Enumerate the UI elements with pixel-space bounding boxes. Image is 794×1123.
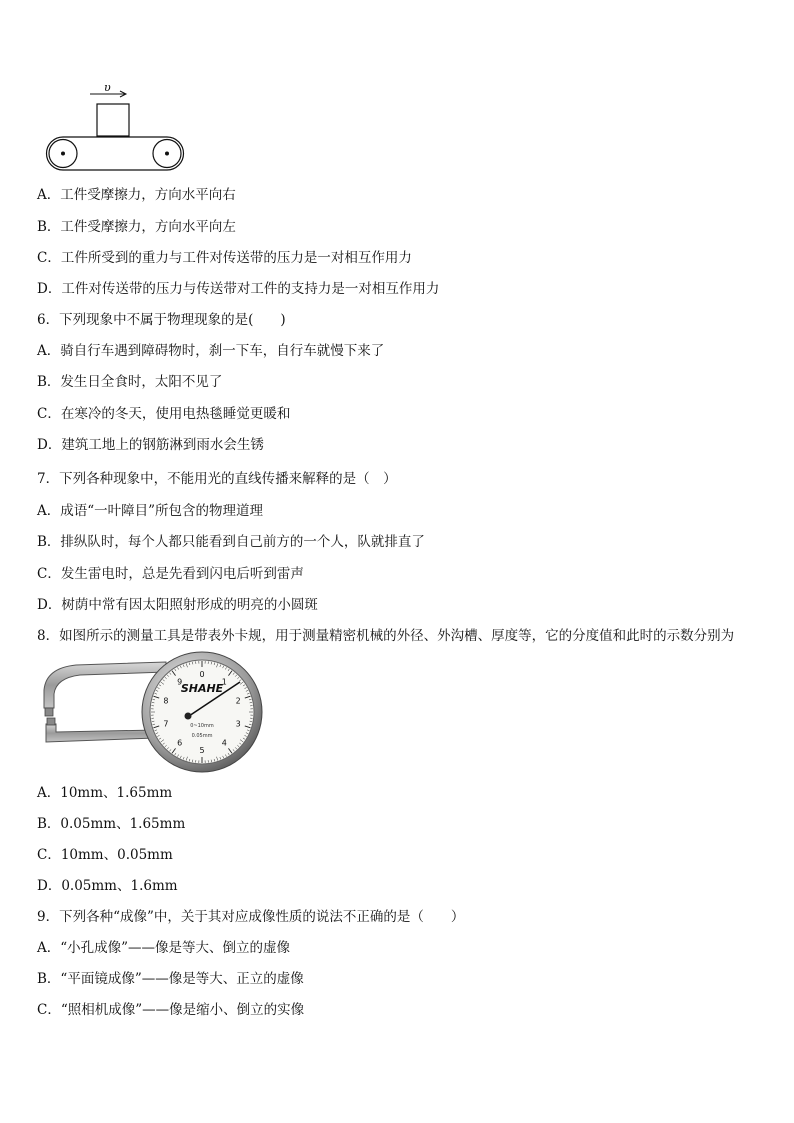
dial-number: 8 bbox=[163, 696, 169, 706]
q5-option-c: C．工件所受到的重力与工件对传送带的压力是一对相互作用力 bbox=[37, 250, 412, 266]
dial-number: 7 bbox=[163, 719, 169, 729]
q6-option-a: A．骑自行车遇到障碍物时，刹一下车，自行车就慢下来了 bbox=[37, 343, 385, 359]
right-roller-axle bbox=[165, 152, 169, 156]
dial-number: 9 bbox=[177, 677, 183, 687]
lower-jaw-tip bbox=[47, 718, 55, 725]
q9-option-c: C．“照相机成像”——像是缩小、倒立的实像 bbox=[37, 1002, 305, 1018]
q8-option-d: D．0.05mm、1.6mm bbox=[37, 878, 178, 894]
left-roller-axle bbox=[61, 152, 65, 156]
q9-option-a: A．“小孔成像”——像是等大、倒立的虚像 bbox=[37, 940, 291, 956]
upper-jaw-tip bbox=[45, 708, 53, 716]
velocity-label: υ bbox=[104, 82, 111, 94]
dial-number: 4 bbox=[221, 738, 227, 748]
caliper-lower-arm bbox=[46, 724, 156, 742]
dial-needle-hub bbox=[185, 713, 192, 720]
dial-number: 5 bbox=[199, 746, 205, 755]
q8-stem: 8．如图所示的测量工具是带表外卡规，用于测量精密机械的外径、外沟槽、厚度等，它的分度值和此时的示数分别为 bbox=[37, 628, 735, 644]
q5-option-a: A．工件受摩擦力，方向水平向右 bbox=[37, 187, 236, 203]
q6-option-d: D．建筑工地上的钢筋淋到雨水会生锈 bbox=[37, 437, 264, 453]
dial-number: 0 bbox=[199, 670, 205, 679]
q7-option-a: A．成语“一叶障目”所包含的物理道理 bbox=[37, 503, 264, 519]
conveyor-belt-figure bbox=[40, 82, 190, 174]
q7-option-b: B．排纵队时，每个人都只能看到自己前方的一个人，队就排直了 bbox=[37, 534, 425, 550]
q7-option-d: D．树荫中常有因太阳照射形成的明亮的小圆斑 bbox=[37, 597, 318, 613]
dial-number: 2 bbox=[235, 696, 241, 706]
q6-option-c: C．在寒冷的冬天，使用电热毯睡觉更暖和 bbox=[37, 406, 291, 422]
q5-option-b: B．工件受摩擦力，方向水平向左 bbox=[37, 219, 236, 235]
dial-range: 0~10mm bbox=[190, 723, 214, 729]
q9-stem: 9．下列各种“成像”中，关于其对应成像性质的说法不正确的是（ ） bbox=[37, 909, 465, 925]
dial-number: 1 bbox=[221, 677, 227, 687]
q6-stem: 6．下列现象中不属于物理现象的是( ) bbox=[37, 312, 286, 328]
dial-caliper-figure bbox=[36, 650, 266, 776]
q9-option-b: B．“平面镜成像”——像是等大、正立的虚像 bbox=[37, 971, 304, 987]
q7-stem: 7．下列各种现象中，不能用光的直线传播来解释的是（ ） bbox=[37, 471, 397, 487]
q8-option-b: B．0.05mm、1.65mm bbox=[37, 816, 186, 832]
q7-option-c: C．发生雷电时，总是先看到闪电后听到雷声 bbox=[37, 566, 304, 582]
dial-number: 6 bbox=[177, 738, 183, 748]
dial-number: 3 bbox=[235, 719, 241, 729]
q6-option-b: B．发生日全食时，太阳不见了 bbox=[37, 374, 223, 390]
dial-graduation: 0.05mm bbox=[191, 733, 213, 739]
dial-brand: SHAHE bbox=[180, 682, 224, 695]
q5-option-d: D．工件对传送带的压力与传送带对工件的支持力是一对相互作用力 bbox=[37, 281, 440, 297]
q8-option-a: A．10mm、1.65mm bbox=[37, 785, 173, 801]
workpiece-block bbox=[97, 104, 129, 136]
q8-option-c: C．10mm、0.05mm bbox=[37, 847, 173, 863]
